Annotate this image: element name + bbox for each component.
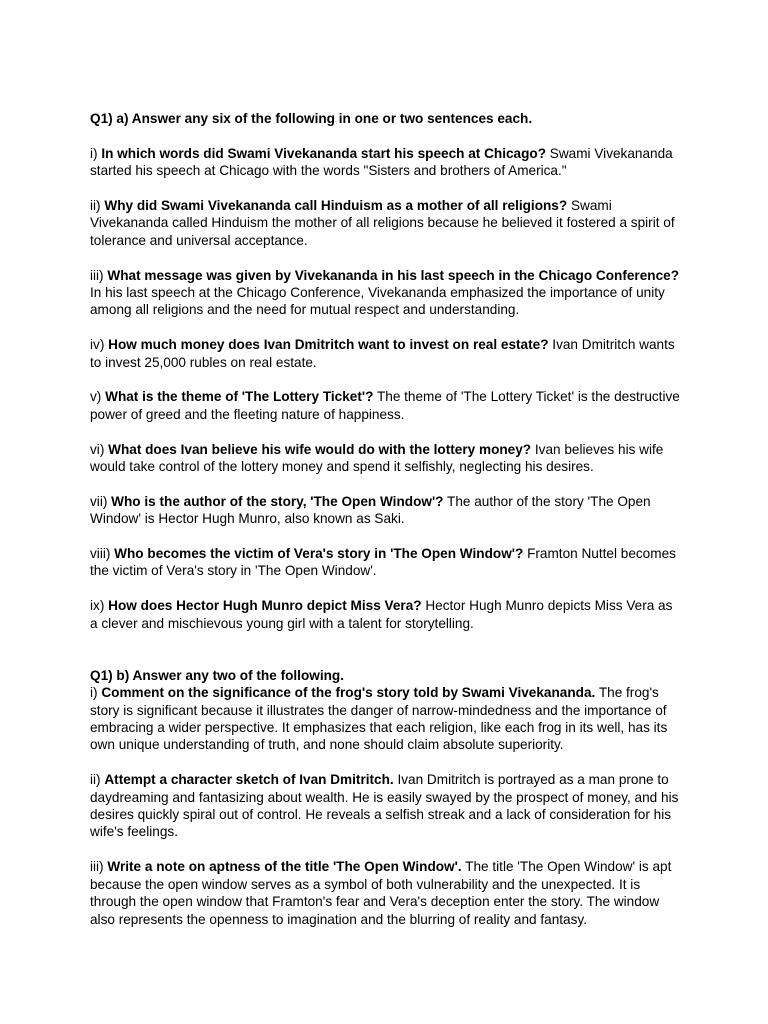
question-item xyxy=(90,684,682,754)
question-number: ix) xyxy=(90,598,109,614)
question-text: Why did Swami Vivekananda call Hinduism as a mother of all religions? xyxy=(104,198,568,213)
question-text: What is the theme of 'The Lottery Ticket'? xyxy=(105,389,374,405)
answer-text: Ivan believes his wife would take control of the lottery money and spend it selfishly, neglecting his desires. xyxy=(90,441,664,475)
answer-text: Swami Vivekananda called Hinduism the mother of all religions because he believed it fostered a spirit of tolerance and universal acceptance. xyxy=(90,198,675,248)
question-number: i) xyxy=(90,685,102,701)
question-item xyxy=(90,493,682,528)
question-item xyxy=(90,441,682,476)
question-number: iii) xyxy=(90,859,108,875)
question-item xyxy=(90,388,682,423)
question-text: In which words did Swami Vivekananda start his speech at Chicago? xyxy=(101,145,547,161)
answer-text: The theme of 'The Lottery Ticket' is the destructive power of greed and the fleeting nature of happiness. xyxy=(90,389,680,422)
answer-text: Framton Nuttel becomes the victim of Vera's story in 'The Open Window'. xyxy=(90,546,676,579)
question-number: vii) xyxy=(90,493,112,509)
answer-text: The author of the story 'The Open Window' is Hector Hugh Munro, also known as Saki. xyxy=(90,493,651,527)
answer-text: In his last speech at the Chicago Conference, Vivekananda emphasized the importance of unity among all religions and the need for mutual respect and understanding. xyxy=(90,285,665,318)
answer-text: Ivan Dmitritch is portrayed as a man prone to daydreaming and fantasizing about wealth. He is easily swayed by the prospect of money, and his desires quickly spiral out of control. He reveals a selfish streak and a lack of consideration for his wife's feelings. xyxy=(90,772,679,840)
answer-text: Ivan Dmitritch wants to invest 25,000 rubles on real estate. xyxy=(90,337,675,370)
question-number: vi) xyxy=(90,441,109,457)
question-text: What message was given by Vivekananda in his last speech in the Chicago Conference? xyxy=(107,267,679,283)
answer-text: Swami Vivekananda started his speech at Chicago with the words "Sisters and brothers of America." xyxy=(90,145,673,179)
question-number: viii) xyxy=(90,546,115,562)
question-item xyxy=(90,858,682,928)
answer-text: The title 'The Open Window' is apt because the open window serves as a symbol of both vulnerability and the unexpected. It is through the open window that Framton's fear and Vera's deception enter the story. The window also represents the openness to imagination and the blurring of reality and fantasy. xyxy=(90,859,672,927)
question-number: i) xyxy=(90,145,102,161)
question-text: Attempt a character sketch of Ivan Dmitritch. xyxy=(104,772,394,788)
document-page xyxy=(90,110,682,928)
question-item xyxy=(90,771,682,841)
question-number: ii) xyxy=(90,198,105,213)
question-number: iii) xyxy=(90,267,108,283)
section-a-heading: Q1) a) Answer any six of the following in one or two sentences each. xyxy=(90,111,533,126)
question-text: Write a note on aptness of the title 'The Open Window'. xyxy=(107,859,462,875)
answer-text: Hector Hugh Munro depicts Miss Vera as a clever and mischievous young girl with a talent for storytelling. xyxy=(90,598,673,631)
question-number: v) xyxy=(90,389,106,405)
question-text: Comment on the significance of the frog's story told by Swami Vivekananda. xyxy=(101,685,596,701)
question-item xyxy=(90,197,682,249)
question-item xyxy=(90,145,682,180)
question-text: Who becomes the victim of Vera's story in 'The Open Window'? xyxy=(114,546,524,562)
answer-text: The frog's story is significant because it illustrates the danger of narrow-mindedness and the importance of embracing a wider perspective. It emphasizes that each religion, like each frog in its well, has its own unique understanding of truth, and none should claim absolute superiority. xyxy=(90,685,668,753)
section-b-heading: Q1) b) Answer any two of the following. xyxy=(90,667,344,683)
question-text: How does Hector Hugh Munro depict Miss Vera? xyxy=(108,598,422,614)
question-item xyxy=(90,267,682,319)
question-item xyxy=(90,545,682,580)
question-number: ii) xyxy=(90,772,105,788)
question-text: Who is the author of the story, 'The Open Window'? xyxy=(111,493,444,509)
question-item xyxy=(90,597,682,632)
question-number: iv) xyxy=(90,337,109,353)
question-text: What does Ivan believe his wife would do with the lottery money? xyxy=(108,441,532,457)
question-item xyxy=(90,336,682,371)
question-text: How much money does Ivan Dmitritch want to invest on real estate? xyxy=(108,337,549,353)
